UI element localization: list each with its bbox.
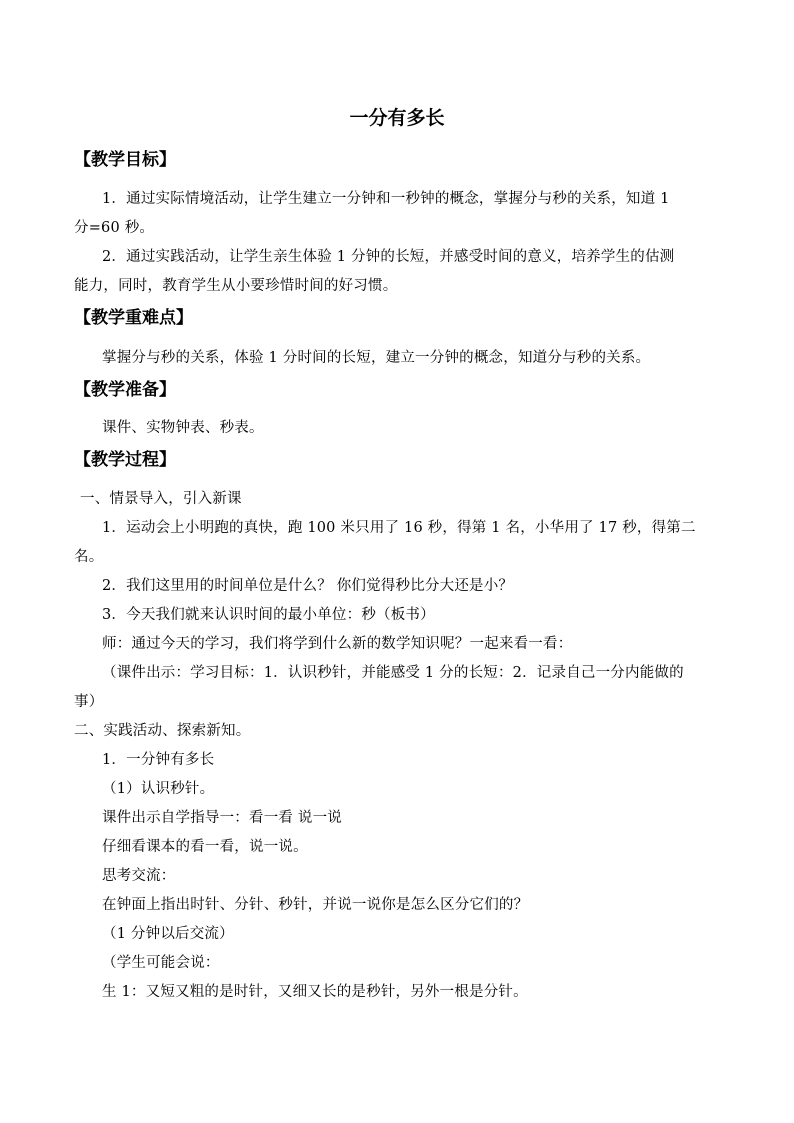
process-line: 3．今天我们就来认识时间的最小单位：秒（板书）	[102, 607, 435, 623]
heading-preparation: 【教学准备】	[74, 380, 176, 400]
process-line: 仔细看课本的看一看，说一说。	[102, 839, 308, 855]
objective-1-line-1: 1．通过实际情境活动，让学生建立一分钟和一秒钟的概念，掌握分与秒的关系，知道 1	[102, 191, 670, 207]
process-line: 生 1：又短又粗的是时针，又细又长的是秒针，另外一根是分针。	[102, 984, 528, 1000]
process-line: 1．运动会上小明跑的真快，跑 100 米只用了 16 秒，得第 1 名，小华用了 17 秒，得第二	[102, 520, 696, 536]
objective-2-line-2: 能力，同时，教育学生从小要珍惜时间的好习惯。	[74, 278, 398, 294]
process-line: 师：通过今天的学习，我们将学到什么新的数学知识呢？一起来看一看：	[102, 636, 573, 652]
process-line: 二、实践活动、探索新知。	[74, 723, 251, 739]
key-points-text: 掌握分与秒的关系，体验 1 分时间的长短，建立一分钟的概念，知道分与秒的关系。	[102, 350, 651, 366]
heading-key-points: 【教学重难点】	[74, 308, 193, 328]
heading-process: 【教学过程】	[74, 450, 176, 470]
preparation-text: 课件、实物钟表、秒表。	[102, 420, 264, 436]
process-line: 课件出示自学指导一：看一看 说一说	[102, 810, 343, 826]
process-line: 事）	[74, 694, 104, 710]
process-line: 2．我们这里用的时间单位是什么？ 你们觉得秒比分大还是小？	[102, 578, 514, 594]
process-line: （1）认识秒针。	[102, 781, 215, 797]
process-line: 1．一分钟有多长	[102, 752, 215, 768]
heading-objectives: 【教学目标】	[74, 150, 176, 170]
objective-2-line-1: 2．通过实践活动，让学生亲生体验 1 分钟的长短，并感受时间的意义，培养学生的估测	[102, 249, 675, 265]
process-line: 在钟面上指出时针、分针、秒针，并说一说你是怎么区分它们的？	[102, 897, 529, 913]
process-line: 思考交流：	[102, 868, 176, 884]
document-title: 一分有多长	[349, 107, 445, 129]
process-line: 一、情景导入，引入新课	[80, 491, 242, 507]
process-line: （学生可能会说：	[102, 955, 220, 971]
process-line: （1 分钟以后交流）	[102, 926, 234, 942]
process-line: 名。	[74, 549, 104, 565]
objective-1-line-2: 分=60 秒。	[74, 220, 155, 236]
process-line: （课件出示：学习目标：1．认识秒针，并能感受 1 分的长短：2．记录自己一分内能做的	[102, 665, 684, 681]
